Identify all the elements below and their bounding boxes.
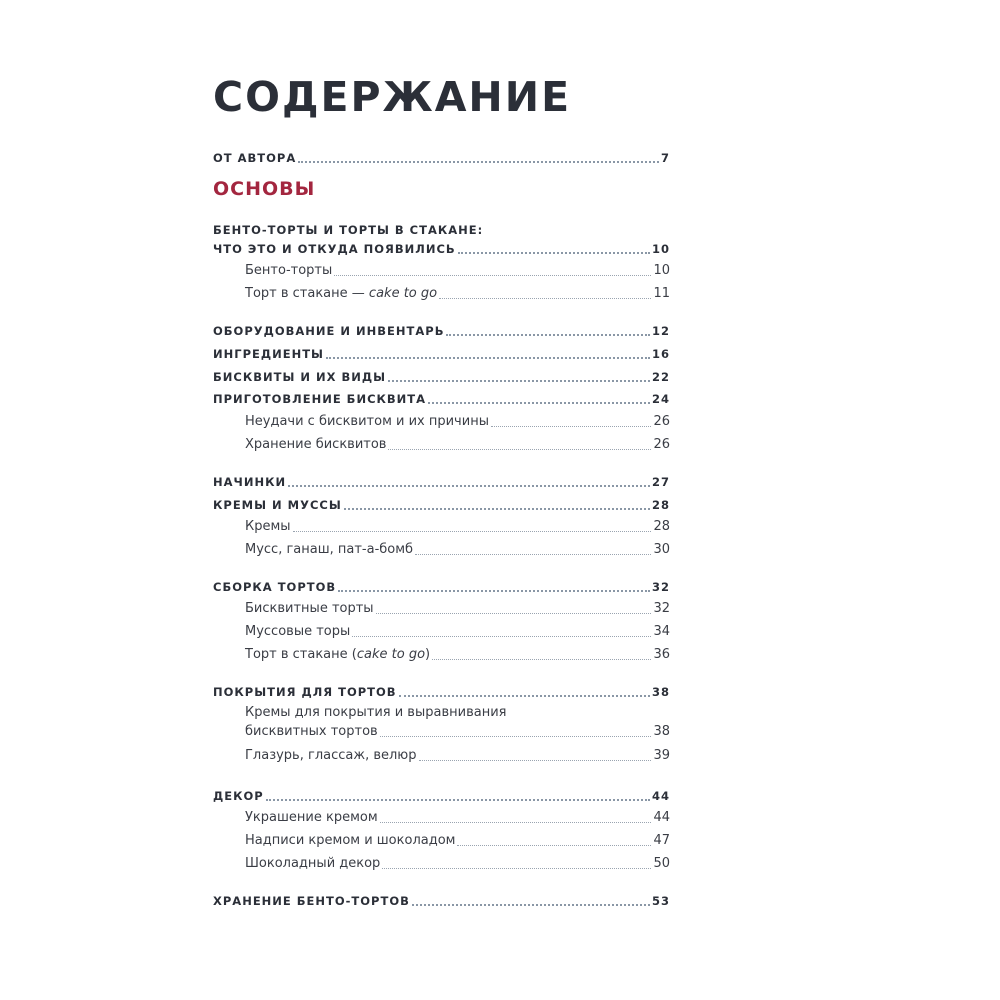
- toc-page-number: 16: [651, 347, 670, 361]
- page-title: СОДЕРЖАНИЕ: [213, 73, 572, 121]
- toc-page-number: 39: [653, 748, 670, 763]
- dot-leader: [491, 426, 652, 427]
- toc-entry-label: Неудачи с бисквитом и их причины: [245, 414, 489, 429]
- dot-leader: [376, 613, 652, 614]
- toc-entry[interactable]: [213, 577, 670, 595]
- dot-leader: [457, 845, 651, 846]
- toc-page-number: 26: [653, 414, 670, 429]
- toc-entry-label: БИСКВИТЫ И ИХ ВИДЫ: [213, 370, 387, 384]
- toc-entry-label: Муссовые торы: [245, 624, 351, 639]
- toc-page-number: 12: [651, 324, 670, 338]
- dot-leader: [458, 252, 650, 254]
- toc-page-number: 38: [651, 685, 670, 699]
- toc-page-number: 28: [651, 498, 670, 512]
- dot-leader: [380, 822, 652, 823]
- dot-leader: [412, 904, 650, 906]
- toc-entry[interactable]: [213, 495, 670, 513]
- dot-leader: [288, 485, 650, 487]
- toc-entry[interactable]: [213, 239, 670, 257]
- toc-entry-label: ПРИГОТОВЛЕНИЕ БИСКВИТА: [213, 392, 427, 406]
- toc-page-number: 27: [651, 475, 670, 489]
- dot-leader: [344, 508, 650, 510]
- toc-page-number: 24: [651, 392, 670, 406]
- toc-page-number: 10: [653, 263, 670, 278]
- toc-subentry[interactable]: [245, 261, 670, 279]
- toc-page-number: 50: [653, 856, 670, 871]
- toc-entry-label: Шоколадный декор: [245, 856, 381, 871]
- toc-entry-label: ОТ АВТОРА: [213, 151, 297, 165]
- toc-entry-label: Украшение кремом: [245, 810, 378, 825]
- toc-page-number: 26: [653, 437, 670, 452]
- toc-subentry[interactable]: [245, 435, 670, 453]
- toc-entry-label: ПОКРЫТИЯ ДЛЯ ТОРТОВ: [213, 685, 397, 699]
- toc-entry-label: Надписи кремом и шоколадом: [245, 833, 456, 848]
- toc-entry[interactable]: [213, 367, 670, 385]
- dot-leader: [352, 636, 651, 637]
- toc-subentry[interactable]: [245, 808, 670, 826]
- toc-subentry[interactable]: [245, 722, 670, 740]
- toc-entry[interactable]: [213, 344, 670, 362]
- dot-leader: [334, 275, 651, 276]
- dot-leader: [388, 380, 650, 382]
- toc-subentry[interactable]: [245, 645, 670, 663]
- toc-page-number: 11: [653, 286, 670, 301]
- toc-page-number: 44: [653, 810, 670, 825]
- toc-entry-label: Бенто-торты: [245, 263, 333, 278]
- toc-entry-label-line1: Кремы для покрытия и выравнивания: [245, 705, 507, 720]
- toc-subentry[interactable]: [245, 622, 670, 640]
- toc-subentry[interactable]: [245, 517, 670, 535]
- dot-leader: [293, 531, 652, 532]
- dot-leader: [446, 334, 650, 336]
- dot-leader: [419, 760, 652, 761]
- toc-entry-label: ЧТО ЭТО И ОТКУДА ПОЯВИЛИСЬ: [213, 242, 456, 256]
- toc-page-number: 36: [653, 647, 670, 662]
- toc-entry-label: Бисквитные торты: [245, 601, 374, 616]
- dot-leader: [432, 659, 651, 660]
- section-heading: ОСНОВЫ: [213, 178, 316, 200]
- toc-entry-label: КРЕМЫ И МУССЫ: [213, 498, 342, 512]
- dot-leader: [399, 695, 650, 697]
- toc-subentry[interactable]: [245, 412, 670, 430]
- dot-leader: [380, 736, 652, 737]
- toc-entry-label: Кремы: [245, 519, 291, 534]
- toc-page-number: 10: [651, 242, 670, 256]
- toc-entry-label: НАЧИНКИ: [213, 475, 287, 489]
- dot-leader: [439, 298, 651, 299]
- toc-subentry[interactable]: [245, 854, 670, 872]
- toc-entry[interactable]: [213, 472, 670, 490]
- dot-leader: [266, 799, 650, 801]
- dot-leader: [388, 449, 651, 450]
- toc-entry-label: Торт в стакане — cake to go: [245, 286, 438, 301]
- toc-page-number: 7: [660, 151, 670, 165]
- toc-entry-label: Мусс, ганаш, пат-а-бомб: [245, 542, 414, 557]
- dot-leader: [415, 554, 651, 555]
- toc-page-number: 34: [653, 624, 670, 639]
- toc-subentry[interactable]: [245, 284, 670, 302]
- toc-entry-label: ИНГРЕДИЕНТЫ: [213, 347, 324, 361]
- toc-page-number: 47: [653, 833, 670, 848]
- dot-leader: [338, 590, 650, 592]
- toc-page-number: 32: [653, 601, 670, 616]
- toc-page-number: 53: [651, 894, 670, 908]
- toc-entry-label: Хранение бисквитов: [245, 437, 387, 452]
- toc-entry-label-line1: БЕНТО-ТОРТЫ И ТОРТЫ В СТАКАНЕ:: [213, 223, 484, 237]
- toc-subentry[interactable]: [245, 831, 670, 849]
- toc-entry-label: ХРАНЕНИЕ БЕНТО-ТОРТОВ: [213, 894, 410, 908]
- toc-subentry[interactable]: [245, 746, 670, 764]
- toc-entry[interactable]: [213, 321, 670, 339]
- dot-leader: [382, 868, 651, 869]
- toc-page-number: 32: [651, 580, 670, 594]
- toc-entry[interactable]: [213, 786, 670, 804]
- toc-page-number: 38: [653, 724, 670, 739]
- toc-entry[interactable]: [213, 891, 670, 909]
- toc-entry-label: СБОРКА ТОРТОВ: [213, 580, 337, 594]
- dot-leader: [298, 161, 659, 163]
- toc-entry-label: ОБОРУДОВАНИЕ И ИНВЕНТАРЬ: [213, 324, 445, 338]
- toc-entry-label: Торт в стакане (cake to go): [245, 647, 431, 662]
- toc-entry-label: ДЕКОР: [213, 789, 264, 803]
- toc-subentry[interactable]: [245, 540, 670, 558]
- toc-page-number: 44: [651, 789, 670, 803]
- toc-page-number: 28: [653, 519, 670, 534]
- dot-leader: [326, 357, 650, 359]
- toc-entry[interactable]: [213, 682, 670, 700]
- toc-entry-label: бисквитных тортов: [245, 724, 378, 739]
- dot-leader: [428, 402, 650, 404]
- toc-entry-label: Глазурь, глассаж, велюр: [245, 748, 417, 763]
- toc-page-number: 30: [653, 542, 670, 557]
- toc-entry[interactable]: [213, 148, 670, 166]
- toc-entry[interactable]: [213, 389, 670, 407]
- toc-page-number: 22: [651, 370, 670, 384]
- toc-subentry[interactable]: [245, 599, 670, 617]
